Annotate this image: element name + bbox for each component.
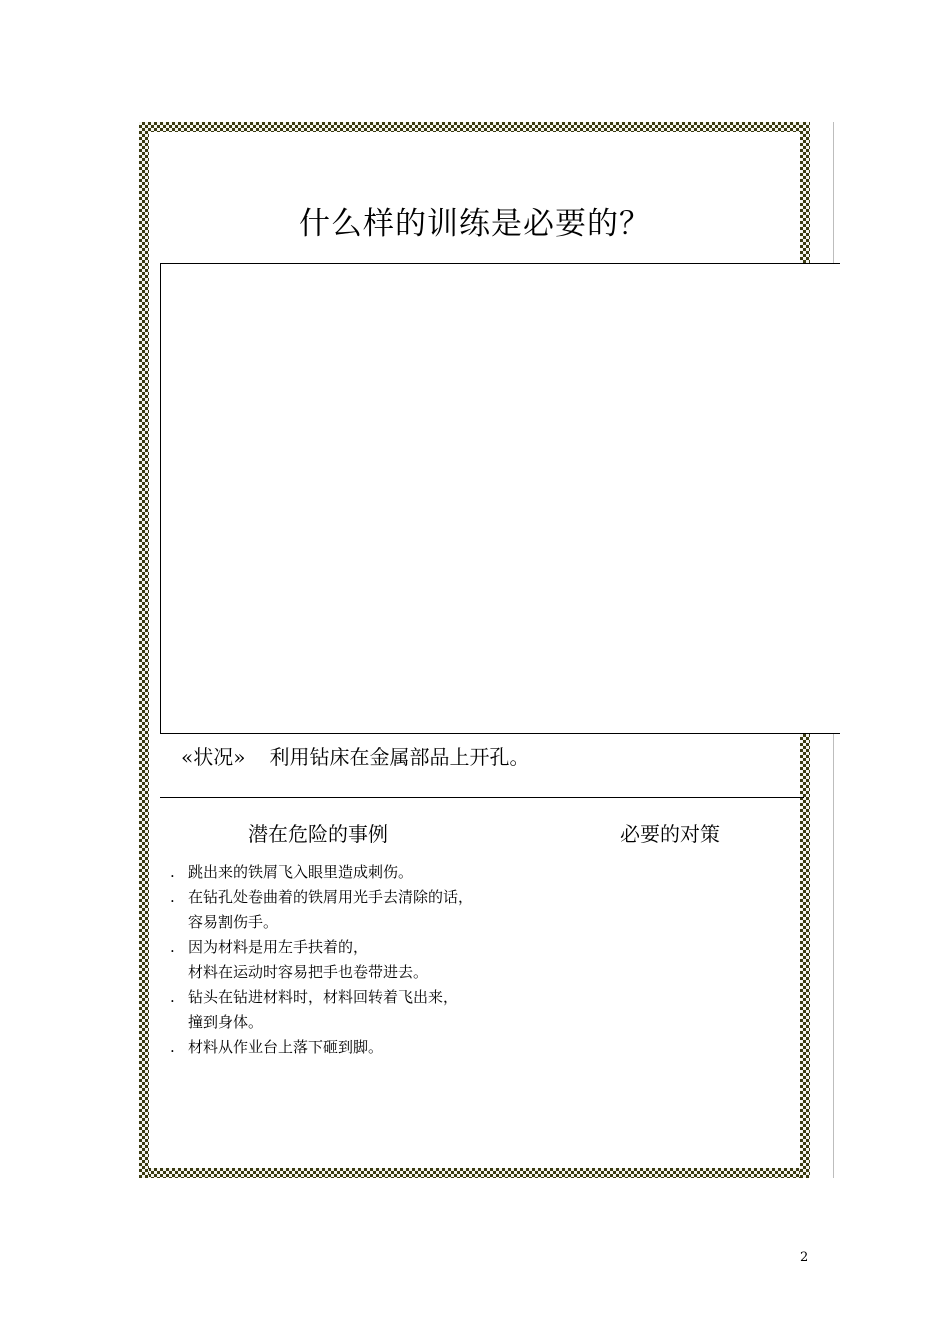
- checkered-border-left: [139, 122, 149, 1178]
- hazard-text-continued: 撞到身体。: [188, 1013, 264, 1031]
- bullet: .: [170, 863, 175, 881]
- situation-text: 利用钻床在金属部品上开孔。: [269, 745, 530, 769]
- situation-label: «状况»: [181, 745, 246, 769]
- hazards-heading: 潜在危险的事例: [248, 822, 388, 846]
- checkered-border-bottom: [139, 1168, 810, 1178]
- hazard-text: 因为材料是用左手扶着的，: [188, 938, 369, 956]
- hazard-item: [170, 1035, 590, 1060]
- section-divider: [160, 797, 804, 798]
- bullet: .: [170, 1038, 175, 1056]
- hazard-item: [170, 860, 590, 885]
- bullet: .: [170, 888, 175, 906]
- page-title: 什么样的训练是必要的？: [299, 206, 651, 242]
- hazard-text-continued: 容易割伤手。: [188, 913, 279, 931]
- hazard-text: 材料从作业台上落下砸到脚。: [188, 1038, 384, 1056]
- hazard-item: [170, 935, 590, 985]
- hazard-list: [170, 860, 590, 1060]
- checkered-border-right-lower: [800, 734, 810, 1178]
- hazard-item: [170, 985, 590, 1035]
- bullet: .: [170, 988, 175, 1006]
- hazard-text: 钻头在钻进材料时，材料回转着飞出来，: [188, 988, 459, 1006]
- checkered-border-top: [139, 122, 810, 132]
- hazard-text-continued: 材料在运动时容易把手也卷带进去。: [188, 963, 429, 981]
- hazard-item: [170, 885, 590, 935]
- checkered-border-right-upper: [800, 122, 810, 264]
- hazard-text: 跳出来的铁屑飞入眼里造成刺伤。: [188, 863, 414, 881]
- illustration-frame: [160, 263, 840, 734]
- bullet: .: [170, 938, 175, 956]
- page-number: 2: [800, 1250, 809, 1265]
- measures-heading: 必要的对策: [620, 822, 720, 846]
- situation-line: [181, 741, 529, 770]
- hazard-text: 在钻孔处卷曲着的铁屑用光手去清除的话，: [188, 888, 474, 906]
